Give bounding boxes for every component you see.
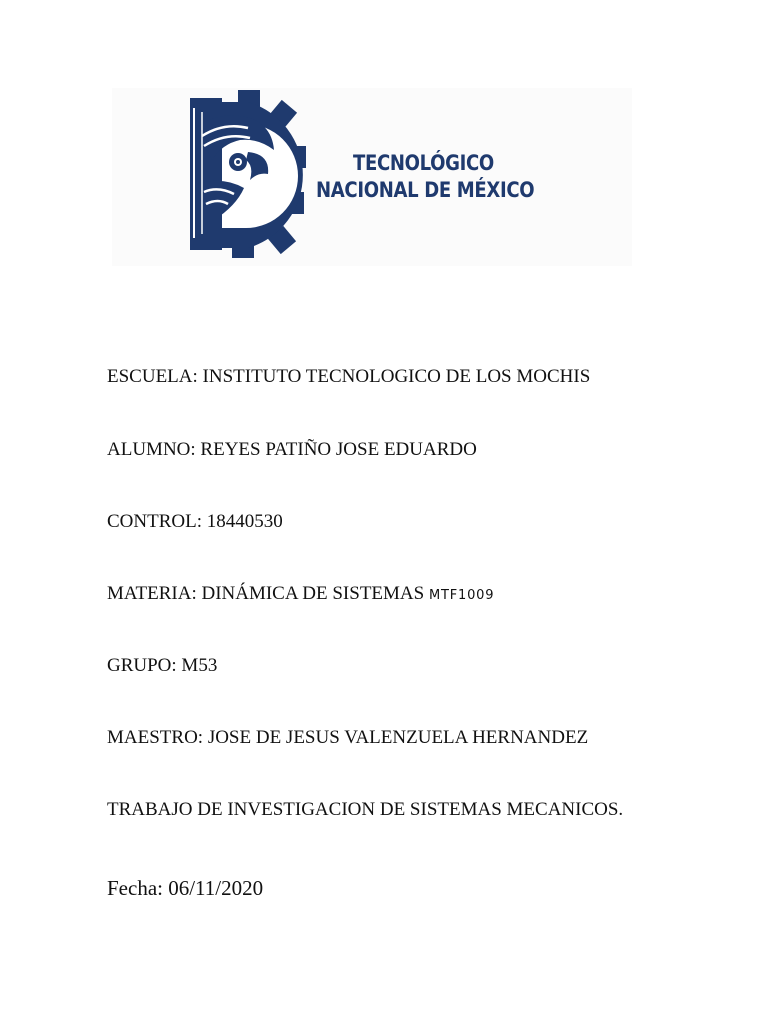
control-number-field: CONTROL: 18440530 xyxy=(107,511,283,532)
student-field: ALUMNO: REYES PATIÑO JOSE EDUARDO xyxy=(107,439,477,460)
group-field: GRUPO: M53 xyxy=(107,655,218,676)
tecnm-emblem-icon xyxy=(188,88,308,260)
logo-wordmark xyxy=(316,150,570,204)
subject-code: MTF1009 xyxy=(428,588,495,603)
date-field: Fecha: 06/11/2020 xyxy=(107,876,264,900)
school-field: ESCUELA: INSTITUTO TECNOLOGICO DE LOS MOCHIS xyxy=(107,366,591,387)
assignment-title: TRABAJO DE INVESTIGACION DE SISTEMAS MECANICOS. xyxy=(107,799,624,820)
institution-logo xyxy=(112,88,632,266)
logo-line-1: TECNOLÓGICO xyxy=(352,151,494,175)
logo-line-2: NACIONAL DE MÉXICO xyxy=(316,178,535,202)
subject-text: MATERIA: DINÁMICA DE SISTEMAS xyxy=(107,583,425,604)
teacher-field: MAESTRO: JOSE DE JESUS VALENZUELA HERNANDEZ xyxy=(107,727,589,748)
subject-field xyxy=(107,583,494,605)
